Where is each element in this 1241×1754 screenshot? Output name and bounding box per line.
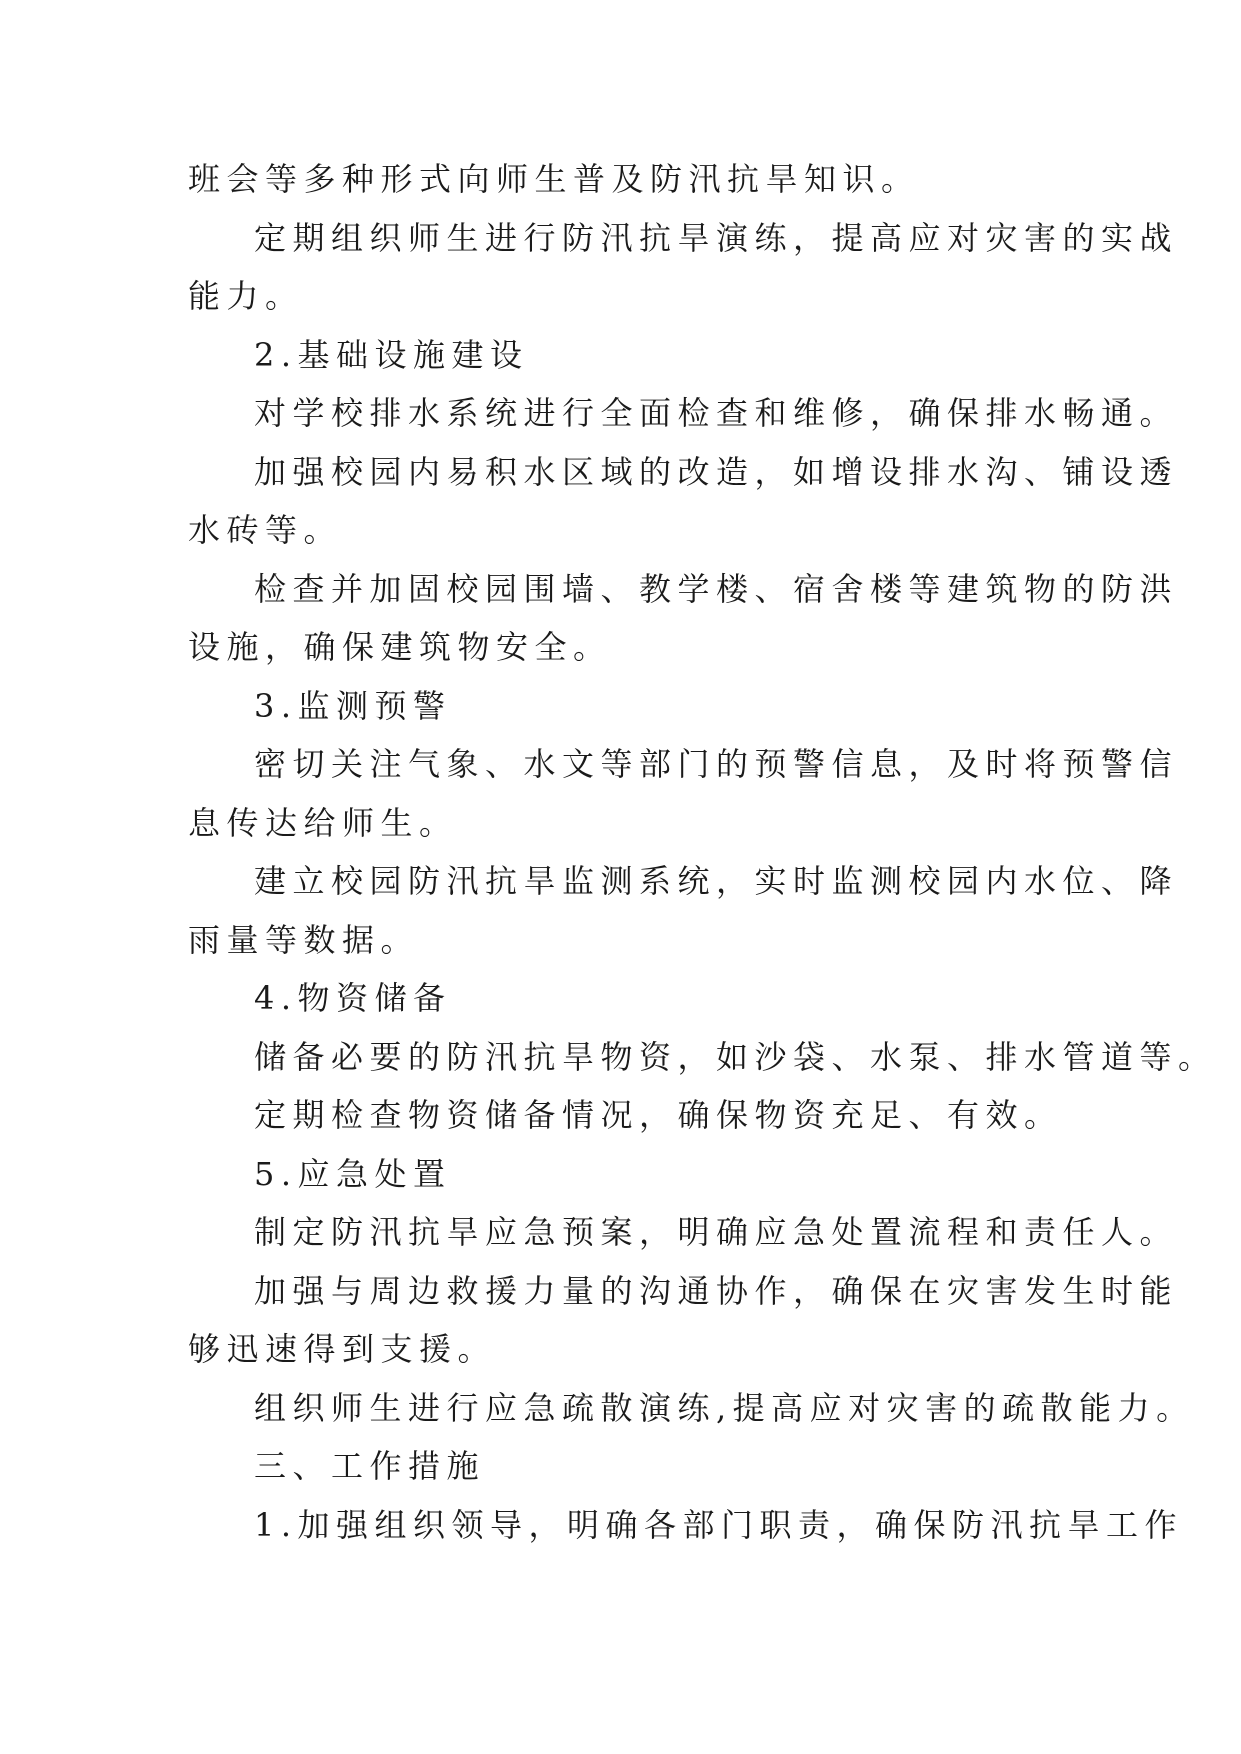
paragraph-line: 息传达给师生。: [188, 803, 458, 842]
section-heading: 3.监测预警: [254, 686, 452, 725]
paragraph-line: 够迅速得到支援。: [188, 1330, 497, 1368]
section-heading: 5.应急处置: [254, 1154, 452, 1193]
paragraph-line: 加强校园内易积水区域的改造，如增设排水沟、铺设透: [254, 452, 1179, 491]
chapter-heading: 三、工作措施: [254, 1447, 486, 1485]
paragraph-line: 定期检查物资储备情况，确保物资充足、有效。: [254, 1096, 1063, 1134]
paragraph-line: 水砖等。: [188, 511, 343, 549]
paragraph-line: 雨量等数据。: [188, 920, 420, 959]
paragraph-line: 建立校园防汛抗旱监测系统，实时监测校园内水位、降: [254, 862, 1179, 900]
document-body: [188, 150, 1217, 1554]
paragraph-line: 1.加强组织领导，明确各部门职责，确保防汛抗旱工作: [254, 1505, 1184, 1544]
paragraph-line: 设施，确保建筑物安全。: [188, 628, 612, 666]
paragraph-line: 定期组织师生进行防汛抗旱演练，提高应对灾害的实战: [254, 218, 1179, 257]
paragraph-line: 组织师生进行应急疏散演练,提高应对灾害的疏散能力。: [254, 1388, 1195, 1427]
paragraph-line: 班会等多种形式向师生普及防汛抗旱知识。: [188, 160, 920, 198]
section-heading: 2.基础设施建设: [254, 335, 529, 374]
section-heading: 4.物资储备: [254, 979, 452, 1017]
paragraph-line: 能力。: [188, 277, 304, 315]
paragraph-line: 加强与周边救援力量的沟通协作，确保在灾害发生时能: [254, 1271, 1179, 1310]
paragraph-line: 储备必要的防汛抗旱物资，如沙袋、水泵、排水管道等。: [254, 1037, 1217, 1076]
paragraph-line: 制定防汛抗旱应急预案，明确应急处置流程和责任人。: [254, 1213, 1179, 1251]
paragraph-line: 密切关注气象、水文等部门的预警信息，及时将预警信: [254, 745, 1179, 783]
paragraph-line: 对学校排水系统进行全面检查和维修，确保排水畅通。: [254, 394, 1179, 432]
paragraph-line: 检查并加固校园围墙、教学楼、宿舍楼等建筑物的防洪: [254, 569, 1179, 608]
